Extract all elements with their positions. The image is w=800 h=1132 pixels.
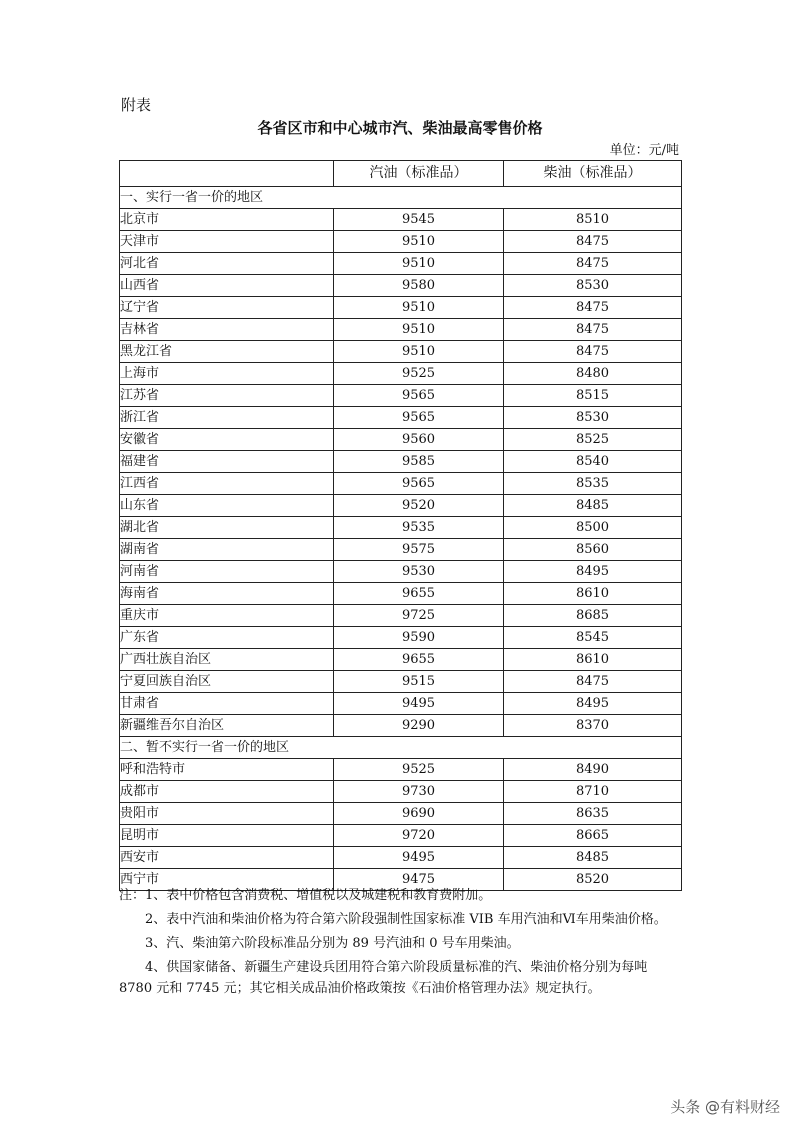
diesel-price: 8545 xyxy=(504,627,682,649)
region-name: 新疆维吾尔自治区 xyxy=(120,715,334,737)
table-row xyxy=(120,847,682,869)
header-diesel: 柴油（标准品） xyxy=(504,161,682,187)
gasoline-price: 9730 xyxy=(334,781,504,803)
region-name: 西安市 xyxy=(120,847,334,869)
region-name: 湖南省 xyxy=(120,539,334,561)
gasoline-price: 9515 xyxy=(334,671,504,693)
table-row xyxy=(120,385,682,407)
table-row xyxy=(120,275,682,297)
diesel-price: 8560 xyxy=(504,539,682,561)
diesel-price: 8520 xyxy=(504,869,682,891)
table-row xyxy=(120,495,682,517)
diesel-price: 8475 xyxy=(504,319,682,341)
table-row xyxy=(120,561,682,583)
gasoline-price: 9655 xyxy=(334,649,504,671)
diesel-price: 8530 xyxy=(504,275,682,297)
price-table xyxy=(119,160,682,891)
gasoline-price: 9545 xyxy=(334,209,504,231)
region-name: 重庆市 xyxy=(120,605,334,627)
table-row xyxy=(120,363,682,385)
region-name: 成都市 xyxy=(120,781,334,803)
region-name: 山西省 xyxy=(120,275,334,297)
section-row xyxy=(120,737,682,759)
watermark: 头条 @有料财经 xyxy=(670,1098,780,1116)
section-title: 一、实行一省一价的地区 xyxy=(120,187,682,209)
diesel-price: 8535 xyxy=(504,473,682,495)
diesel-price: 8665 xyxy=(504,825,682,847)
region-name: 浙江省 xyxy=(120,407,334,429)
note-2: 2、表中汽油和柴油价格为符合第六阶段强制性国家标准 VIB 车用汽油和Ⅵ车用柴油价格。 xyxy=(145,912,667,927)
region-name: 呼和浩特市 xyxy=(120,759,334,781)
gasoline-price: 9565 xyxy=(334,473,504,495)
table-row xyxy=(120,803,682,825)
table-row xyxy=(120,473,682,495)
table-row xyxy=(120,715,682,737)
notes xyxy=(119,885,684,1002)
diesel-price: 8475 xyxy=(504,253,682,275)
diesel-price: 8610 xyxy=(504,583,682,605)
diesel-price: 8515 xyxy=(504,385,682,407)
gasoline-price: 9510 xyxy=(334,231,504,253)
diesel-price: 8490 xyxy=(504,759,682,781)
diesel-price: 8685 xyxy=(504,605,682,627)
table-row xyxy=(120,693,682,715)
region-name: 安徽省 xyxy=(120,429,334,451)
note-1: 注：1、表中价格包含消费税、增值税以及城建税和教育费附加。 xyxy=(119,888,492,903)
gasoline-price: 9655 xyxy=(334,583,504,605)
diesel-price: 8635 xyxy=(504,803,682,825)
section-title: 二、暂不实行一省一价的地区 xyxy=(120,737,682,759)
gasoline-price: 9495 xyxy=(334,693,504,715)
table-row xyxy=(120,231,682,253)
gasoline-price: 9530 xyxy=(334,561,504,583)
region-name: 山东省 xyxy=(120,495,334,517)
region-name: 辽宁省 xyxy=(120,297,334,319)
table-row xyxy=(120,209,682,231)
table-row xyxy=(120,781,682,803)
diesel-price: 8370 xyxy=(504,715,682,737)
diesel-price: 8475 xyxy=(504,341,682,363)
diesel-price: 8495 xyxy=(504,693,682,715)
gasoline-price: 9525 xyxy=(334,759,504,781)
section-row xyxy=(120,187,682,209)
diesel-price: 8475 xyxy=(504,231,682,253)
gasoline-price: 9525 xyxy=(334,363,504,385)
region-name: 海南省 xyxy=(120,583,334,605)
region-name: 江苏省 xyxy=(120,385,334,407)
gasoline-price: 9590 xyxy=(334,627,504,649)
diesel-price: 8485 xyxy=(504,847,682,869)
gasoline-price: 9575 xyxy=(334,539,504,561)
header-gasoline: 汽油（标准品） xyxy=(334,161,504,187)
unit-label: 单位：元/吨 xyxy=(609,143,679,158)
gasoline-price: 9535 xyxy=(334,517,504,539)
region-name: 吉林省 xyxy=(120,319,334,341)
table-row xyxy=(120,341,682,363)
region-name: 广西壮族自治区 xyxy=(120,649,334,671)
gasoline-price: 9565 xyxy=(334,407,504,429)
table-row xyxy=(120,319,682,341)
region-name: 江西省 xyxy=(120,473,334,495)
diesel-price: 8485 xyxy=(504,495,682,517)
region-name: 黑龙江省 xyxy=(120,341,334,363)
table-row xyxy=(120,451,682,473)
table-row xyxy=(120,671,682,693)
table-row xyxy=(120,407,682,429)
gasoline-price: 9510 xyxy=(334,341,504,363)
table-header-row xyxy=(120,161,682,187)
appendix-label: 附表 xyxy=(121,96,152,114)
gasoline-price: 9565 xyxy=(334,385,504,407)
gasoline-price: 9510 xyxy=(334,297,504,319)
diesel-price: 8480 xyxy=(504,363,682,385)
gasoline-price: 9720 xyxy=(334,825,504,847)
table-row xyxy=(120,253,682,275)
diesel-price: 8510 xyxy=(504,209,682,231)
region-name: 福建省 xyxy=(120,451,334,473)
note-4: 4、供国家储备、新疆生产建设兵团用符合第六阶段质量标准的汽、柴油价格分别为每吨 8780 元和 7745 元；其它相关成品油价格政策按《石油价格管理办法》规定执行。 xyxy=(119,960,648,996)
table-row xyxy=(120,759,682,781)
table-row xyxy=(120,825,682,847)
gasoline-price: 9690 xyxy=(334,803,504,825)
note-3: 3、汽、柴油第六阶段标准品分别为 89 号汽油和 0 号车用柴油。 xyxy=(145,936,520,951)
region-name: 昆明市 xyxy=(120,825,334,847)
gasoline-price: 9560 xyxy=(334,429,504,451)
gasoline-price: 9290 xyxy=(334,715,504,737)
diesel-price: 8475 xyxy=(504,671,682,693)
region-name: 上海市 xyxy=(120,363,334,385)
region-name: 河南省 xyxy=(120,561,334,583)
region-name: 湖北省 xyxy=(120,517,334,539)
region-name: 天津市 xyxy=(120,231,334,253)
gasoline-price: 9475 xyxy=(334,869,504,891)
table-row xyxy=(120,517,682,539)
gasoline-price: 9585 xyxy=(334,451,504,473)
header-region xyxy=(120,161,334,187)
diesel-price: 8530 xyxy=(504,407,682,429)
gasoline-price: 9510 xyxy=(334,253,504,275)
table-row xyxy=(120,605,682,627)
table-row xyxy=(120,429,682,451)
table-row xyxy=(120,539,682,561)
diesel-price: 8475 xyxy=(504,297,682,319)
gasoline-price: 9520 xyxy=(334,495,504,517)
diesel-price: 8500 xyxy=(504,517,682,539)
region-name: 北京市 xyxy=(120,209,334,231)
diesel-price: 8710 xyxy=(504,781,682,803)
gasoline-price: 9580 xyxy=(334,275,504,297)
table-row xyxy=(120,583,682,605)
region-name: 西宁市 xyxy=(120,869,334,891)
gasoline-price: 9510 xyxy=(334,319,504,341)
region-name: 广东省 xyxy=(120,627,334,649)
table-row xyxy=(120,649,682,671)
table-row xyxy=(120,297,682,319)
region-name: 河北省 xyxy=(120,253,334,275)
gasoline-price: 9725 xyxy=(334,605,504,627)
region-name: 贵阳市 xyxy=(120,803,334,825)
diesel-price: 8540 xyxy=(504,451,682,473)
region-name: 宁夏回族自治区 xyxy=(120,671,334,693)
diesel-price: 8495 xyxy=(504,561,682,583)
region-name: 甘肃省 xyxy=(120,693,334,715)
diesel-price: 8525 xyxy=(504,429,682,451)
diesel-price: 8610 xyxy=(504,649,682,671)
table-row xyxy=(120,627,682,649)
page-title: 各省区市和中心城市汽、柴油最高零售价格 xyxy=(257,119,543,137)
gasoline-price: 9495 xyxy=(334,847,504,869)
